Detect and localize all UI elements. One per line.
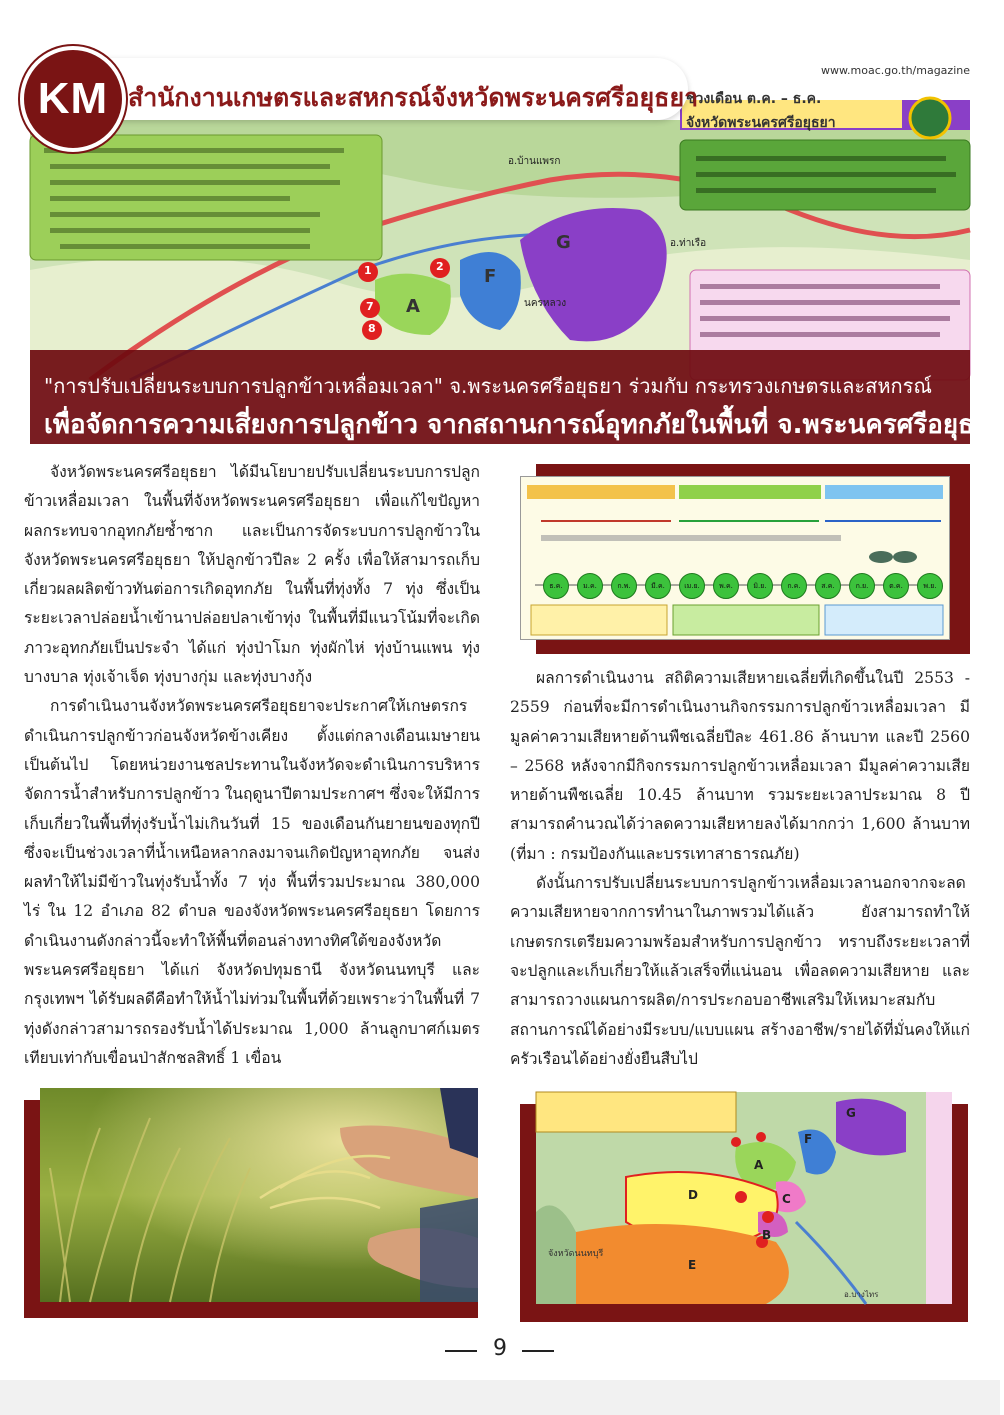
place-label-nakhonluang: นครหลวง [524, 298, 567, 309]
zone-g-label: G [556, 232, 571, 253]
month-nov: พ.ย. [917, 573, 943, 599]
month-jun: มิ.ย. [747, 573, 773, 599]
place-label-nonthaburi: จังหวัดนนทบุรี [548, 1249, 604, 1259]
rice-harvest-image [40, 1088, 478, 1302]
zone-a-label: A [754, 1158, 764, 1172]
km-logo-text: KM [37, 74, 109, 123]
page-dash-right [522, 1350, 554, 1352]
month-row [543, 573, 943, 599]
right-paragraph-1: ผลการดำเนินงาน สถิติความเสียหายเฉลี่ยที่เกิดขึ้นในปี 2553 - 2559 ก่อนที่จะมีการดำเนินงานกิจกรรมการปลูกข้าวเหลื่อมเวลา มีมูลค่าความเสียหายด้านพืชเฉลี่ยปีละ 461.86 ล้านบาท และปี 2560 – 2568 หลังจากมีกิจกรรมการปลูกข้าวเหลื่อมเวลา มีมูลค่าความเสียหายด้านพืชเฉลี่ย 10.45 ล้านบาท รวมระยะเวลาประมาณ 8 ปี สามารถคำนวณได้ว่าลดความเสียหายลงได้มากกว่า 1,600 ล้านบาท (ที่มา : กรมป้องกันและบรรเทาสาธารณภัย) [510, 669, 970, 863]
month-feb: ก.พ. [611, 573, 637, 599]
place-label-bangsai: อ.บางไทร [844, 1290, 879, 1299]
month-dec: ธ.ค. [543, 573, 569, 599]
zone-f-label: F [804, 1132, 813, 1146]
zone-c-label: C [782, 1192, 791, 1206]
month-oct: ต.ค. [883, 573, 909, 599]
hero-heading: เพื่อจัดการความเสี่ยงการปลูกข้าว จากสถานการณ์อุทกภัยในพื้นที่ จ.พระนครศรีอยุธยา [44, 410, 1004, 440]
header-title: สำนักงานเกษตรและสหกรณ์จังหวัดพระนครศรีอยุธยา [128, 83, 699, 112]
hero-subheading: "การปรับเปลี่ยนระบบการปลูกข้าวเหลื่อมเวลา" จ.พระนครศรีอยุธยา ร่วมกับ กระทรวงเกษตรและสหกรณ์ [44, 374, 932, 398]
right-paragraph-2: ดังนั้นการปรับเปลี่ยนระบบการปลูกข้าวเหลื่อมเวลานอกจากจะลดความเสียหายจากการทำนาในภาพรวมได้แล้ว ยังสามารถทำให้เกษตรกรเตรียมความพร้อมสำหรับการปลูกข้าว ทราบถึงระยะเวลาที่จะปลูกและเก็บเกี่ยวให้แล้วเสร็จที่แน่นอน เพื่อลดความเสียหาย และสามารถวางแผนการผลิต/การประกอบอาชีพเสริมให้เหมาะสมกับสถานการณ์ได้อย่างมีระบบ/แบบแผน สร้างอาชีพ/รายได้ที่มั่นคงให้แก่ครัวเรือนได้อย่างยั่งยืนสืบไป [510, 874, 970, 1068]
month-apr: เม.ย. [679, 573, 705, 599]
month-sep: ก.ย. [849, 573, 875, 599]
zone-a-label: A [406, 296, 420, 317]
left-paragraph-1: จังหวัดพระนครศรีอยุธยา ได้มีนโยบายปรับเปลี่ยนระบบการปลูกข้าวเหลื่อมเวลา ในพื้นที่จังหวัดพระนครศรีอยุธยา เพื่อแก้ไขปัญหาผลกระทบจากอุทกภัยซ้ำซาก และเป็นการจัดระบบการปลูกข้าวในจังหวัดพระนครศรีอยุธยา ให้ปลูกข้าวปีละ 2 ครั้ง เพื่อให้สามารถเก็บเกี่ยวผลผลิตข้าวทันต่อการเกิดอุทกภัย ในพื้นที่ทุ่งทั้ง 7 ทุ่ง ซึ่งเป็นระยะเวลาปล่อยน้ำเข้านาปล่อยปลาเข้าทุ่ง ในพื้นที่มีแนวโน้มที่จะเกิดภาวะอุทกภัยเป็นประจำ ได้แก่ ทุ่งป่าโมก ทุ่งผักไห่ ทุ่งบ้านแพน ทุ่งบางบาล ทุ่งเจ้าเจ็ด ทุ่งบางกุ่ม และทุ่งบางกุ้ง [24, 463, 480, 687]
month-mar: มี.ค. [645, 573, 671, 599]
km-logo [20, 46, 126, 152]
rice-calendar-figure [520, 476, 950, 640]
rice-harvest-photo [40, 1088, 478, 1302]
marker-1: 1 [364, 264, 372, 277]
month-aug: ส.ค. [815, 573, 841, 599]
month-jul: ก.ค. [781, 573, 807, 599]
hero-map-graphic [30, 120, 970, 380]
zone-d-label: D [688, 1188, 698, 1202]
marker-2: 2 [436, 260, 444, 273]
footer-band [0, 1380, 1000, 1415]
zone-e-label: E [688, 1258, 697, 1272]
map-subtitle: จังหวัดพระนครศรีอยุธยา [686, 115, 836, 131]
place-label-banphraek: อ.บ้านแพรก [508, 156, 561, 167]
zone-map-figure [536, 1092, 952, 1304]
map-title: ช่วงเดือน ต.ค. – ธ.ค. [686, 91, 822, 107]
zone-b-label: B [762, 1228, 772, 1242]
zone-map-graphic [536, 1092, 952, 1304]
page-number: 9 [493, 1336, 507, 1361]
zone-g-label: G [846, 1106, 856, 1120]
rice-calendar-graphic [521, 477, 949, 639]
right-column [510, 664, 970, 1074]
marker-7: 7 [366, 300, 374, 313]
left-column [24, 458, 480, 1073]
month-may: พ.ค. [713, 573, 739, 599]
marker-8: 8 [368, 322, 376, 335]
month-jan: ม.ค. [577, 573, 603, 599]
magazine-url[interactable]: www.moac.go.th/magazine [821, 64, 970, 77]
left-paragraph-2: การดำเนินงานจังหวัดพระนครศรีอยุธยาจะประกาศให้เกษตรกรดำเนินการปลูกข้าวก่อนจังหวัดข้างเคียง ตั้งแต่กลางเดือนเมษายนเป็นต้นไป โดยหน่วยงานชลประทานในจังหวัดจะดำเนินการบริหารจัดการน้ำสำหรับการปลูกข้าว ในฤดูนาปีตามประกาศฯ ซึ่งจะให้มีการเก็บเกี่ยวในพื้นที่ทุ่งรับน้ำไม่เกินวันที่ 15 ของเดือนกันยายนของทุกปี ซึ่งจะเป็นช่วงเวลาที่น้ำเหนือหลากลงมาจนเกิดปัญหาอุทกภัย จนส่งผลทำให้ไม่มีข้าวในทุ่งรับน้ำทั้ง 7 ทุ่ง พื้นที่รวมประมาณ 380,000 ไร่ ใน 12 อำเภอ 82 ตำบล ของจังหวัดพระนครศรีอยุธยา โดยการดำเนินงานดังกล่าวนี้จะทำให้พื้นที่ตอนล่างทางทิศใต้ของจังหวัดพระนครศรีอยุธยา ได้แก่ จังหวัดปทุมธานี จังหวัดนนทบุรี และกรุงเทพฯ ได้รับผลดีคือทำให้น้ำไม่ท่วมในพื้นที่ด้วยเพราะว่าในพื้นที่ 7 ทุ่งดังกล่าวสามารถรองรับน้ำได้ประมาณ 1,000 ล้านลูกบาศก์เมตร เทียบเท่ากับเขื่อนป่าสักชลสิทธิ์ 1 เขื่อน [24, 697, 480, 1067]
place-label-tharuea: อ.ท่าเรือ [670, 238, 707, 249]
zone-f-label: F [484, 266, 497, 287]
